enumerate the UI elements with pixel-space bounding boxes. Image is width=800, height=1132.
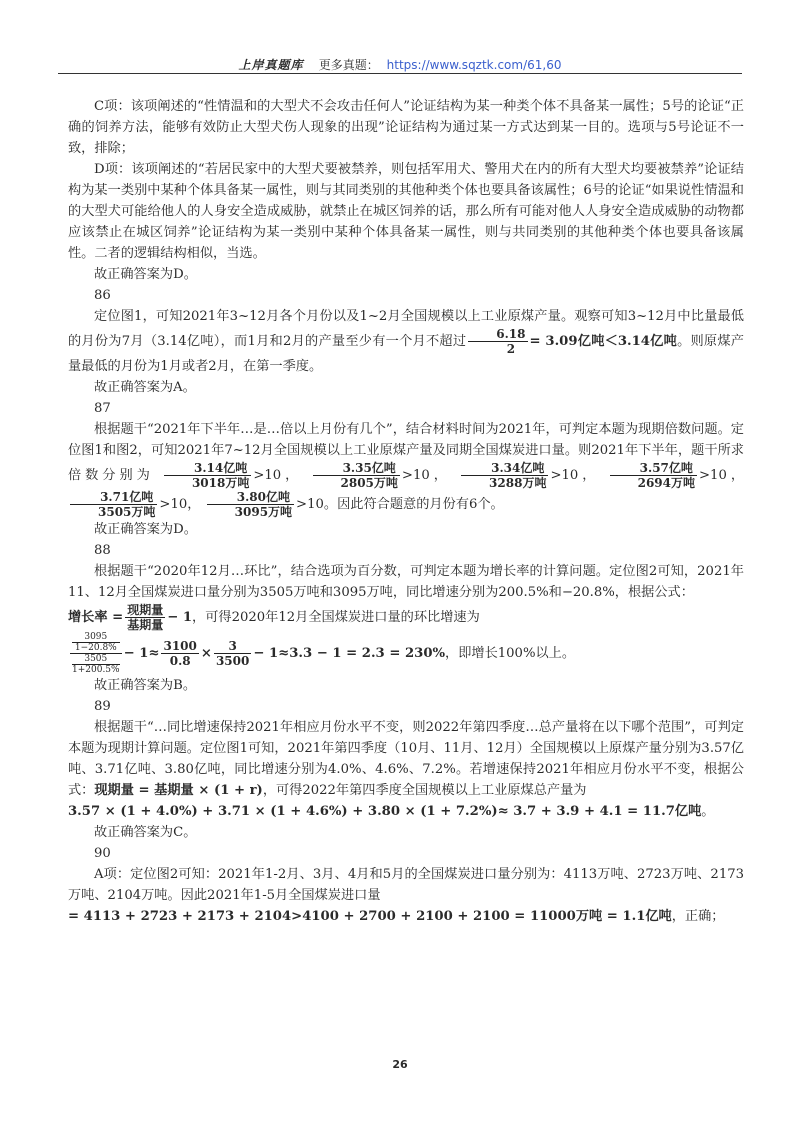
brand-name: 上岸真题库 <box>238 58 304 72</box>
fraction-88-b: $\frac{3}{3500}$ <box>215 639 250 668</box>
page-number: 26 <box>392 1058 408 1071</box>
explanation-88: 根据题干“2020年12月…环比”，结合选项为百分数，可判定本题为增长率的计算问题。定位图2可知，2021年11、12月全国煤炭进口量分别为3505万吨和3095万吨，同比增速分别为200.5%和−20.8%，根据公式： <box>68 564 744 600</box>
answer-87: 故正确答案为D。 <box>94 522 197 537</box>
explanation-87: 根据题干“2021年下半年…是…倍以上月份有几个”，结合材料时间为2021年，可判定本题为现期倍数问题。定位图1和图2，可知2021年7~12月全国规模以上工业原煤产量及同期全国煤炭进口量。则2021年下半年，题干所求倍数分别为 $\frac{\text{3.14亿吨}}{\text{3018万吨}}$ >10， $\frac{\text{3.35亿吨}}{\text{2805万吨}}$ >10， $\frac{\text{3.34亿吨}}{\text{3288万吨}}$ >10， $\frac{\text{3.57亿吨}}{\text{2694万吨}}$ >10， $\frac{\text{3.71亿吨}}{\text{3505万吨}}$ >10， $\frac{\text{3.80亿吨}}{\text{3095万吨}}$ >10。因此符合题意的月份有6个。 <box>68 422 744 519</box>
formula-88: 增长率 = $\frac{\text{现期量}}{\text{基期量}}$ − 1，可得2020年12月全国煤炭进口量的环比增速为 <box>68 603 480 632</box>
fraction-88-a: $\frac{3100}{0.8}$ <box>163 639 197 668</box>
question-number-90: 90 <box>94 846 111 861</box>
answer-86: 故正确答案为A。 <box>94 380 196 395</box>
fraction-87-oct: $\frac{\text{3.57亿吨}}{\text{2694万吨}}$ <box>610 461 697 490</box>
option-c-analysis: C项：该项阐述的“性情温和的大型犬不会攻击任何人”论证结构为某一种类个体不具备某一属性；5号的论证“正确的饲养方法，能够有效防止大型犬伤人现象的出现”论证结构为通过某一方式达到某一目的。选项与5号论证不一致，排除； <box>68 99 744 156</box>
answer-88: 故正确答案为B。 <box>94 678 197 693</box>
calculation-88: 3095 1−20.8% 3505 1+200.5% − 1≈ $\frac{3100}{0.8}$ × $\frac{3}{3500}$ − 1≈3.3 − 1 = 2.3 = 230%，即增长100%以上。 <box>72 632 576 675</box>
growth-rate-fraction: $\frac{\text{现期量}}{\text{基期量}}$ <box>127 603 164 632</box>
fraction-87-jul: $\frac{\text{3.14亿吨}}{\text{3018万吨}}$ <box>164 461 251 490</box>
question-number-87: 87 <box>94 401 111 416</box>
fraction-87-dec: $\frac{\text{3.80亿吨}}{\text{3095万吨}}$ <box>207 490 294 519</box>
option-d-analysis: D项：该项阐述的“若居民家中的大型犬要被禁养，则包括军用犬、警用犬在内的所有大型犬均要被禁养”论证结构为某一类别中某种个体具备某一属性，则与其同类别的其他种类个体也要具备该属性；6号的论证“如果说性情温和的大型犬可能给他人的人身安全造成威胁，就禁止在城区饲养的话，那么所有可能对他人人身安全造成威胁的动物都应该禁止在城区饲养”论证结构为某一类别中某种个体具备某一属性，则与共同类别的其他种类个体也要具备该属性。二者的逻辑结构相似，当选。 <box>68 162 744 261</box>
fraction-86: $\frac{6.18}{2}$ <box>468 327 527 356</box>
question-number-86: 86 <box>94 288 111 303</box>
explanation-89: 根据题干“…同比增速保持2021年相应月份水平不变，则2022年第四季度…总产量将在以下哪个范围”，可判定本题为现期计算问题。定位图1可知，2021年第四季度（10月、11月、12月）全国规模以上原煤产量分别为3.57亿吨、3.71亿吨、3.80亿吨，同比增速分别为4.0%、4.6%、7.2%。若增速保持2021年相应月份水平不变，根据公式：现期量 = 基期量 × (1 + r)，可得2022年第四季度全国规模以上工业原煤总产量为 <box>68 720 744 798</box>
answer-89: 故正确答案为C。 <box>94 825 197 840</box>
nested-fraction-88: 3095 1−20.8% 3505 1+200.5% <box>72 632 120 675</box>
question-number-89: 89 <box>94 699 111 714</box>
source-link[interactable]: https://www.sqztk.com/61,60 <box>386 58 562 72</box>
explanation-86: 定位图1，可知2021年3~12月各个月份以及1~2月全国规模以上工业原煤产量。观察可知3~12月中比量最低的月份为7月（3.14亿吨），而1月和2月的产量至少有一个月不超过 $\frac{6.18}{2}$ = 3.09亿吨＜3.14亿吨。则原煤产量最低的月份为1月或者2月，在第一季度。 <box>68 309 744 374</box>
question-number-88: 88 <box>94 543 111 558</box>
answer-85: 故正确答案为D。 <box>94 267 197 282</box>
fraction-87-nov: $\frac{\text{3.71亿吨}}{\text{3505万吨}}$ <box>70 490 157 519</box>
calculation-89: 3.57 × (1 + 4.0%) + 3.71 × (1 + 4.6%) + 3.80 × (1 + 7.2%)≈ 3.7 + 3.9 + 4.1 = 11.7亿吨。 <box>68 804 715 819</box>
header-divider <box>58 73 742 74</box>
calculation-90: = 4113 + 2723 + 2173 + 2104>4100 + 2700 + 2100 + 2100 = 11000万吨 = 1.1亿吨，正确； <box>68 909 725 924</box>
fraction-87-aug: $\frac{\text{3.35亿吨}}{\text{2805万吨}}$ <box>313 461 400 490</box>
answer-explanations <box>68 96 744 927</box>
page-header <box>0 56 800 73</box>
fraction-87-sep: $\frac{\text{3.34亿吨}}{\text{3288万吨}}$ <box>461 461 548 490</box>
more-label: 更多真题： <box>318 58 379 72</box>
explanation-90: A项：定位图2可知：2021年1-2月、3月、4月和5月的全国煤炭进口量分别为：4113万吨、2723万吨、2173万吨、2104万吨。因此2021年1-5月全国煤炭进口量 <box>68 867 744 903</box>
